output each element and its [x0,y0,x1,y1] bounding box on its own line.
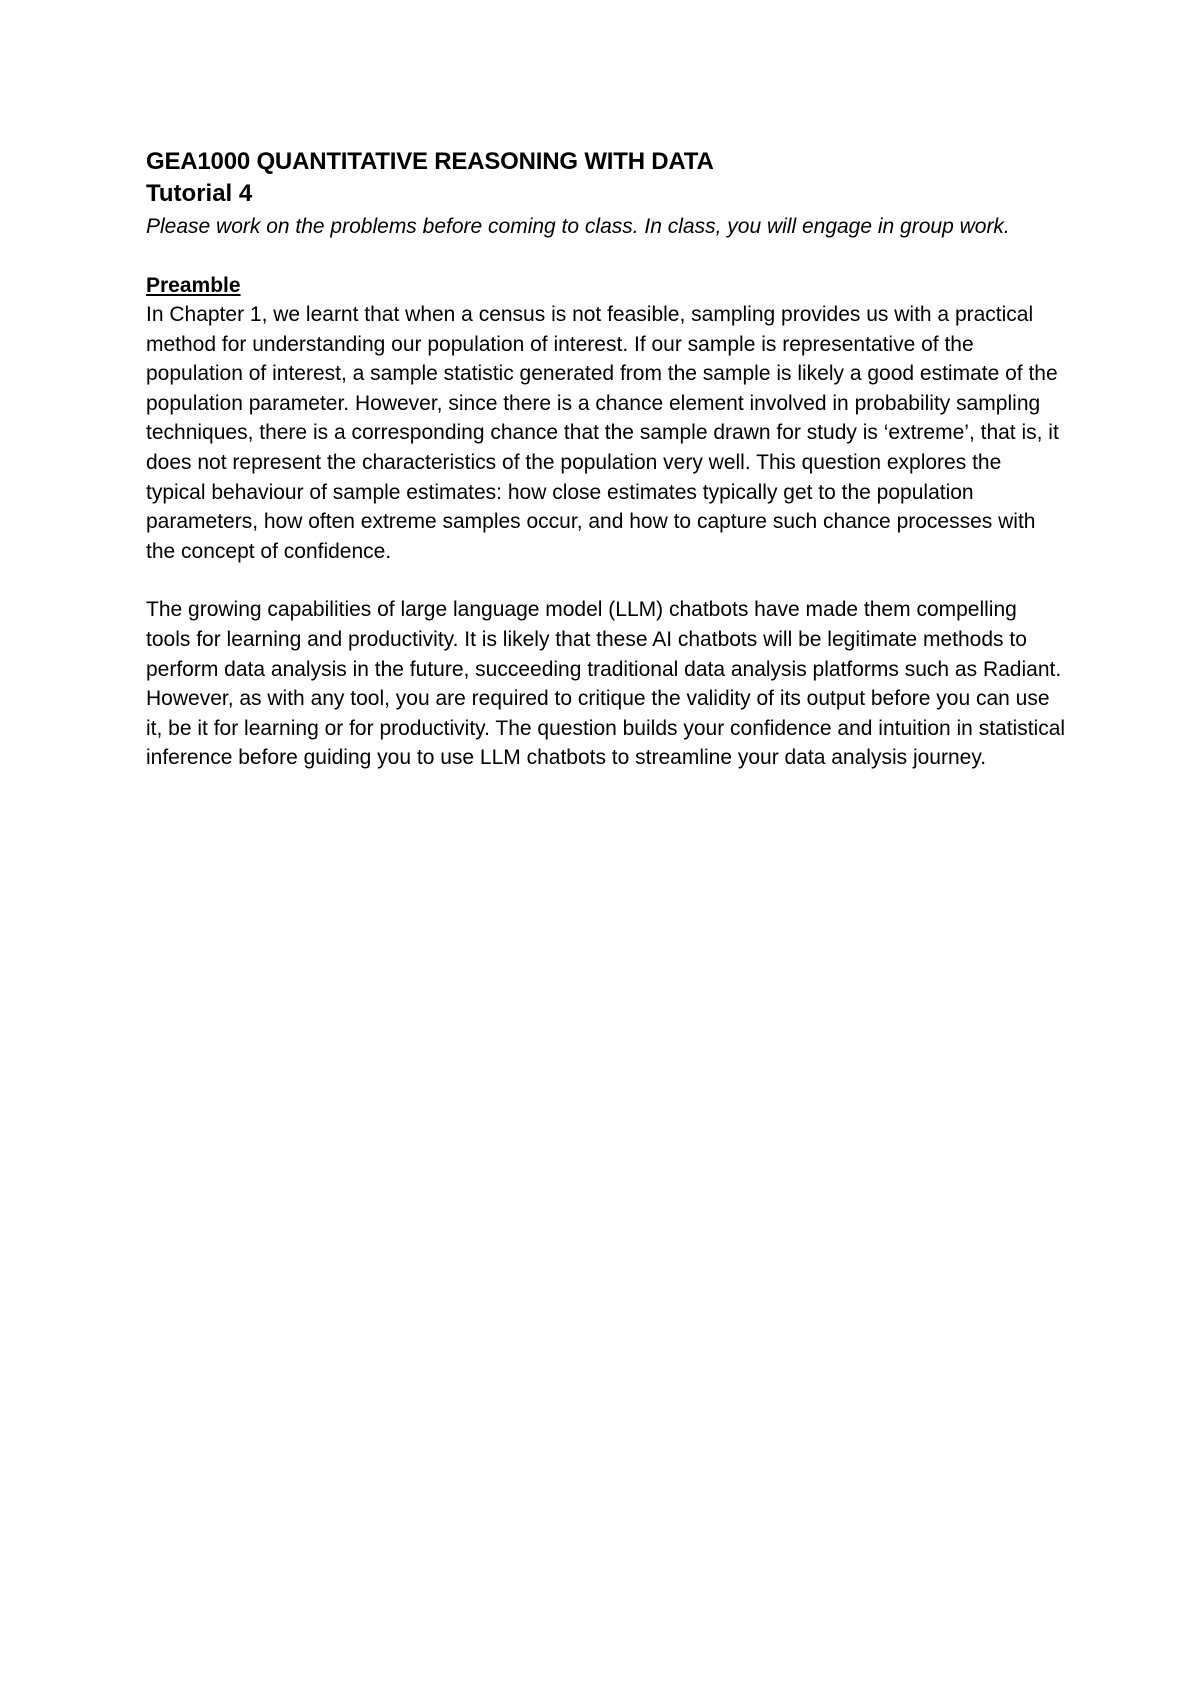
preamble-paragraph-2: The growing capabilities of large language model (LLM) chatbots have made them compelling tools for learning and productivity. It is likely that these AI chatbots will be legitimate methods to perform data analysis in the future, succeeding traditional data analysis platforms such as Radiant. However, as with any tool, you are required to critique the validity of its output before you can use it, be it for learning or for productivity. The question builds your confidence and intuition in statistical inference before guiding you to use LLM chatbots to streamline your data analysis journey. [146,598,1066,770]
course-title: GEA1000 QUANTITATIVE REASONING WITH DATA [146,148,714,175]
instructions-text: Please work on the problems before coming to class. In class, you will engage in group work. [146,215,1010,238]
preamble-paragraph-1: In Chapter 1, we learnt that when a census is not feasible, sampling provides us with a practical method for understanding our population of interest. If our sample is representative of the population of interest, a sample statistic generated from the sample is likely a good estimate of the population parameter. However, since there is a chance element involved in probability sampling techniques, there is a corresponding chance that the sample drawn for study is ‘extreme’, that is, it does not represent the characteristics of the population very well. This question explores the typical behaviour of sample estimates: how close estimates typically get to the population parameters, how often extreme samples occur, and how to capture such chance processes with the concept of confidence. [146,303,1059,563]
preamble-heading: Preamble [146,273,241,297]
document-content [146,146,1066,773]
tutorial-title: Tutorial 4 [146,180,253,207]
